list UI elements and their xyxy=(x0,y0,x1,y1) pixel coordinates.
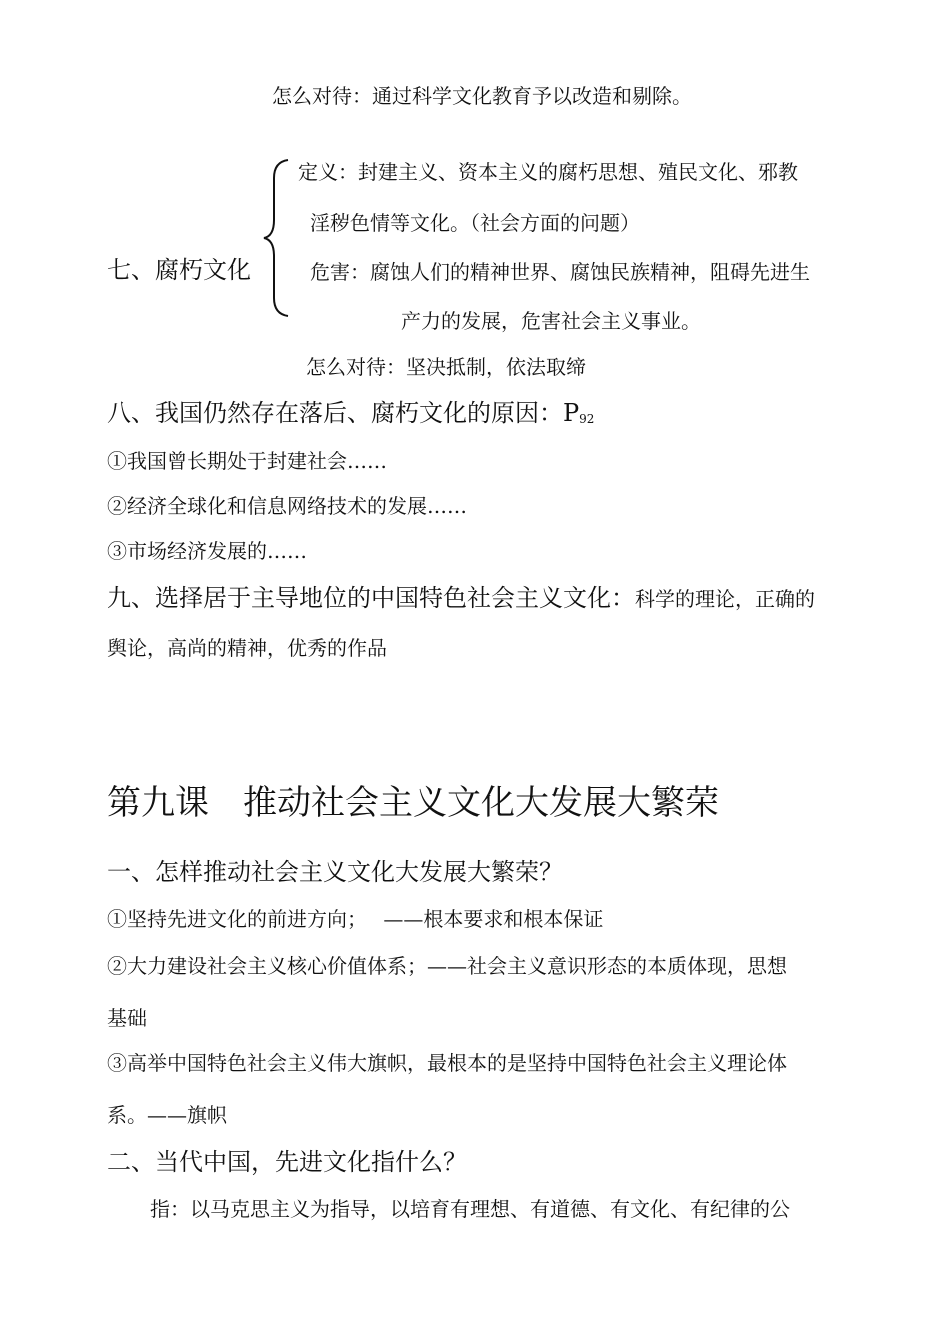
answer-2-line-1: ②大力建设社会主义核心价值体系；——社会主义意识形态的本质体现，思想 xyxy=(107,954,787,978)
reason-item-2: ②经济全球化和信息网络技术的发展…… xyxy=(107,494,467,518)
section-9-text: 科学的理论，正确的 xyxy=(635,587,815,611)
question-1: 一、怎样推动社会主义文化大发展大繁荣？ xyxy=(107,858,563,886)
section-9-heading: 九、选择居于主导地位的中国特色社会主义文化： xyxy=(107,584,635,612)
reason-item-3: ③市场经济发展的…… xyxy=(107,539,307,563)
answer-2-line-2: 基础 xyxy=(107,1006,147,1030)
section-8-heading-text: 八、我国仍然存在落后、腐朽文化的原因：P xyxy=(107,399,580,427)
harm-line-1: 危害：腐蚀人们的精神世界、腐蚀民族精神，阻碍先进生 xyxy=(310,260,810,284)
lesson-title: 第九课 推动社会主义文化大发展大繁荣 xyxy=(107,783,719,823)
section-9-line-1 xyxy=(107,586,815,610)
curly-brace-icon xyxy=(262,158,292,318)
definition-line-2: 淫秽色情等文化。（社会方面的问题） xyxy=(310,211,640,235)
definition-line-1: 定义：封建主义、资本主义的腐朽思想、殖民文化、邪教 xyxy=(298,160,798,184)
treatment-prev: 怎么对待：通过科学文化教育予以改造和剔除。 xyxy=(272,84,692,108)
reason-item-1: ①我国曾长期处于封建社会…… xyxy=(107,449,387,473)
section-7-heading: 七、腐朽文化 xyxy=(107,256,251,284)
answer-3-line-2: 系。——旗帜 xyxy=(107,1103,227,1127)
question-2: 二、当代中国，先进文化指什么？ xyxy=(107,1148,467,1176)
harm-line-2: 产力的发展，危害社会主义事业。 xyxy=(401,309,701,333)
answer-1: ①坚持先进文化的前进方向； ——根本要求和根本保证 xyxy=(107,907,604,931)
page-reference: 92 xyxy=(579,412,595,426)
section-9-line-2: 舆论，高尚的精神，优秀的作品 xyxy=(107,636,387,660)
treatment: 怎么对待：坚决抵制，依法取缔 xyxy=(306,355,586,379)
section-8-heading xyxy=(107,401,594,425)
answer-3-line-1: ③高举中国特色社会主义伟大旗帜，最根本的是坚持中国特色社会主义理论体 xyxy=(107,1051,787,1075)
answer-q2-line-1: 指：以马克思主义为指导，以培育有理想、有道德、有文化、有纪律的公 xyxy=(150,1197,790,1221)
